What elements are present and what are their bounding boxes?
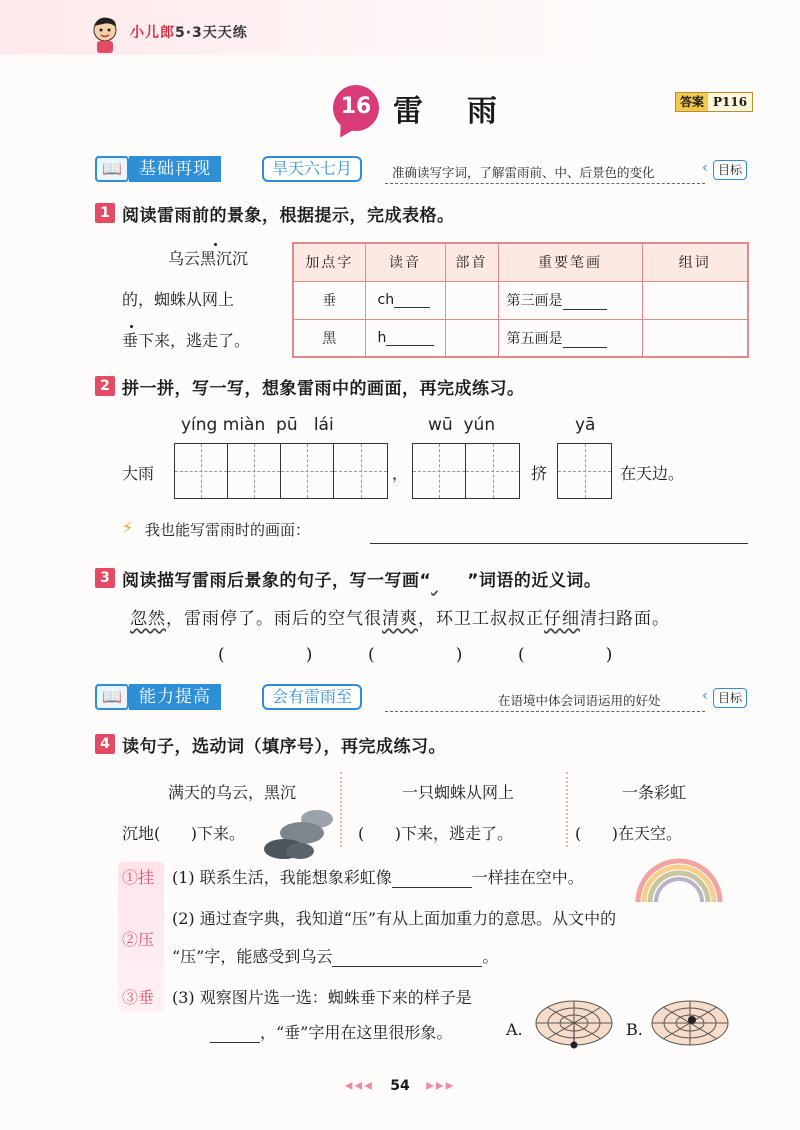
boy-avatar-icon: [88, 14, 122, 54]
section1-goal-tag: 目标: [713, 160, 747, 180]
q1-passage-line-2: 的，蜘蛛从网上: [122, 290, 235, 309]
triangles-right-icon: ▶▶▶: [426, 1080, 456, 1092]
table-header: 读音: [365, 243, 445, 281]
section2-subtitle: 会有雷雨至: [262, 684, 362, 710]
table-cell-char: 黑: [293, 319, 365, 357]
table-cell-char: 垂: [293, 281, 365, 319]
q4-sentence-2-line-2[interactable]: ( )下来，逃走了。: [358, 824, 514, 843]
rainbow-icon: [632, 852, 726, 904]
question-3-number: 3: [95, 568, 115, 588]
table-cell-reading[interactable]: h: [365, 319, 445, 357]
brand-series: 5·3天天练: [175, 25, 248, 41]
q4-sentence-3-line-2[interactable]: ( )在天空。: [575, 824, 683, 843]
spider-web-a-icon[interactable]: [532, 996, 616, 1050]
spider-web-b-icon[interactable]: [648, 996, 732, 1050]
section2-goal-tag: 目标: [713, 688, 747, 708]
answer-key-label: 答案: [676, 93, 708, 111]
choice-a-label[interactable]: A.: [506, 1020, 523, 1039]
q3-answer-1[interactable]: ( ): [218, 645, 313, 665]
writing-grid-1[interactable]: [174, 443, 388, 499]
table-cell-radical[interactable]: [445, 281, 498, 319]
brand-name: 小儿郎: [130, 25, 175, 41]
chevron-left-icon: ‹: [702, 688, 708, 704]
table-cell-reading[interactable]: ch: [365, 281, 445, 319]
q4-sentence-1-line-1: 满天的乌云，黑沉: [168, 783, 297, 802]
book-sprout-icon: 📖: [95, 684, 129, 710]
column-divider: [340, 772, 342, 847]
q2-comma: ，: [392, 464, 409, 483]
section1-subtitle: 旱天六七月: [262, 156, 362, 182]
q4-sub2-line-2: “压”字，能感受到乌云 。: [172, 947, 499, 966]
pinyin-group-3: yā: [575, 415, 596, 435]
lesson-number-badge: 16: [333, 85, 379, 131]
q4-sub2-line-1: (2) 通过查字典，我知道“压”有从上面加重力的意思。从文中的: [172, 909, 617, 928]
table-cell-word[interactable]: [642, 281, 748, 319]
q3-answer-2[interactable]: ( ): [368, 645, 463, 665]
table-row: [293, 281, 748, 319]
q1-passage-line-3: 垂下来，逃走了。: [122, 331, 251, 350]
option-1: ①挂: [122, 868, 155, 887]
q2-extra-prompt: 我也能写雷雨时的画面：: [145, 521, 311, 539]
q2-prefix: 大雨: [122, 464, 155, 483]
writing-grid-2[interactable]: [412, 443, 520, 499]
section2-label: 能力提高: [129, 684, 221, 710]
question-4-number: 4: [95, 734, 115, 754]
q2-answer-line[interactable]: [370, 543, 748, 544]
option-2: ②压: [122, 930, 155, 949]
table-header: 部首: [445, 243, 498, 281]
table-header: 加点字: [293, 243, 365, 281]
section1-label: 基础再现: [129, 156, 221, 182]
option-3: ③垂: [122, 988, 155, 1007]
table-header: 重要笔画: [498, 243, 642, 281]
answer-key-page: P116: [713, 95, 748, 109]
q4-sub1: (1) 联系生活，我能想象彩虹像 一样挂在空中。: [172, 868, 584, 887]
section1-goal-text: 准确读写字词，了解雷雨前、中、后景色的变化: [392, 165, 655, 180]
question-2-title: 拼一拼，写一写，想象雷雨中的画面，再完成练习。: [122, 379, 525, 399]
q1-table: [292, 242, 749, 358]
brand-title: [130, 22, 248, 42]
choice-b-label[interactable]: B.: [626, 1020, 643, 1039]
question-2-number: 2: [95, 376, 115, 396]
q3-answer-3[interactable]: ( ): [518, 645, 613, 665]
q4-sub3-line-2: ，“垂”字用在这里很形象。: [210, 1020, 452, 1043]
pinyin-group-1: yíng miàn pū lái: [181, 415, 334, 435]
triangles-left-icon: ◀◀◀: [344, 1080, 374, 1092]
table-cell-stroke[interactable]: 第五画是: [498, 319, 642, 357]
q1-passage-line-1: 乌云黑沉沉: [168, 249, 249, 268]
emphasis-dot: [214, 243, 217, 246]
lightning-icon: ⚡: [122, 518, 134, 537]
column-divider: [566, 772, 568, 847]
q4-sub3-line-1: (3) 观察图片选一选：蜘蛛垂下来的样子是: [172, 988, 472, 1007]
lesson-title: 雷雨: [393, 94, 541, 129]
q4-sentence-2-line-1: 一只蜘蛛从网上: [402, 783, 515, 802]
q2-middle: 挤: [531, 464, 548, 483]
section1-divider: [385, 183, 705, 184]
book-sprout-icon: 📖: [95, 156, 129, 182]
question-1-title: 阅读雷雨前的景象，根据提示，完成表格。: [122, 206, 455, 226]
section2-divider: [385, 711, 705, 712]
q4-sentence-3-line-1: 一条彩虹: [622, 783, 687, 802]
question-1-number: 1: [95, 203, 115, 223]
q3-sentence: 忽然，雷雨停了。雨后的空气很清爽，环卫工叔叔正仔细清扫路面。: [130, 609, 670, 629]
emphasis-dot: [130, 325, 133, 328]
table-header-row: [293, 243, 748, 281]
table-cell-radical[interactable]: [445, 319, 498, 357]
section2-goal-text: 在语境中体会词语运用的好处: [498, 693, 661, 708]
q2-suffix: 在天边。: [620, 464, 685, 483]
q4-sentence-1-line-2[interactable]: 沉地( )下来。: [122, 824, 246, 843]
dark-cloud-icon: [262, 805, 340, 863]
answer-key-tag: [675, 92, 753, 112]
writing-grid-3[interactable]: [557, 443, 612, 499]
table-row: [293, 319, 748, 357]
table-cell-stroke[interactable]: 第三画是: [498, 281, 642, 319]
table-header: 组词: [642, 243, 748, 281]
question-3-title: 阅读描写雷雨后景象的句子，写一写画“ ”词语的近义词。: [122, 571, 602, 591]
question-4-title: 读句子，选动词（填序号），再完成练习。: [122, 737, 446, 757]
chevron-left-icon: ‹: [702, 160, 708, 176]
pinyin-group-2: wū yún: [428, 415, 496, 435]
page-number: ◀◀◀ 54 ▶▶▶: [344, 1078, 456, 1094]
table-cell-word[interactable]: [642, 319, 748, 357]
